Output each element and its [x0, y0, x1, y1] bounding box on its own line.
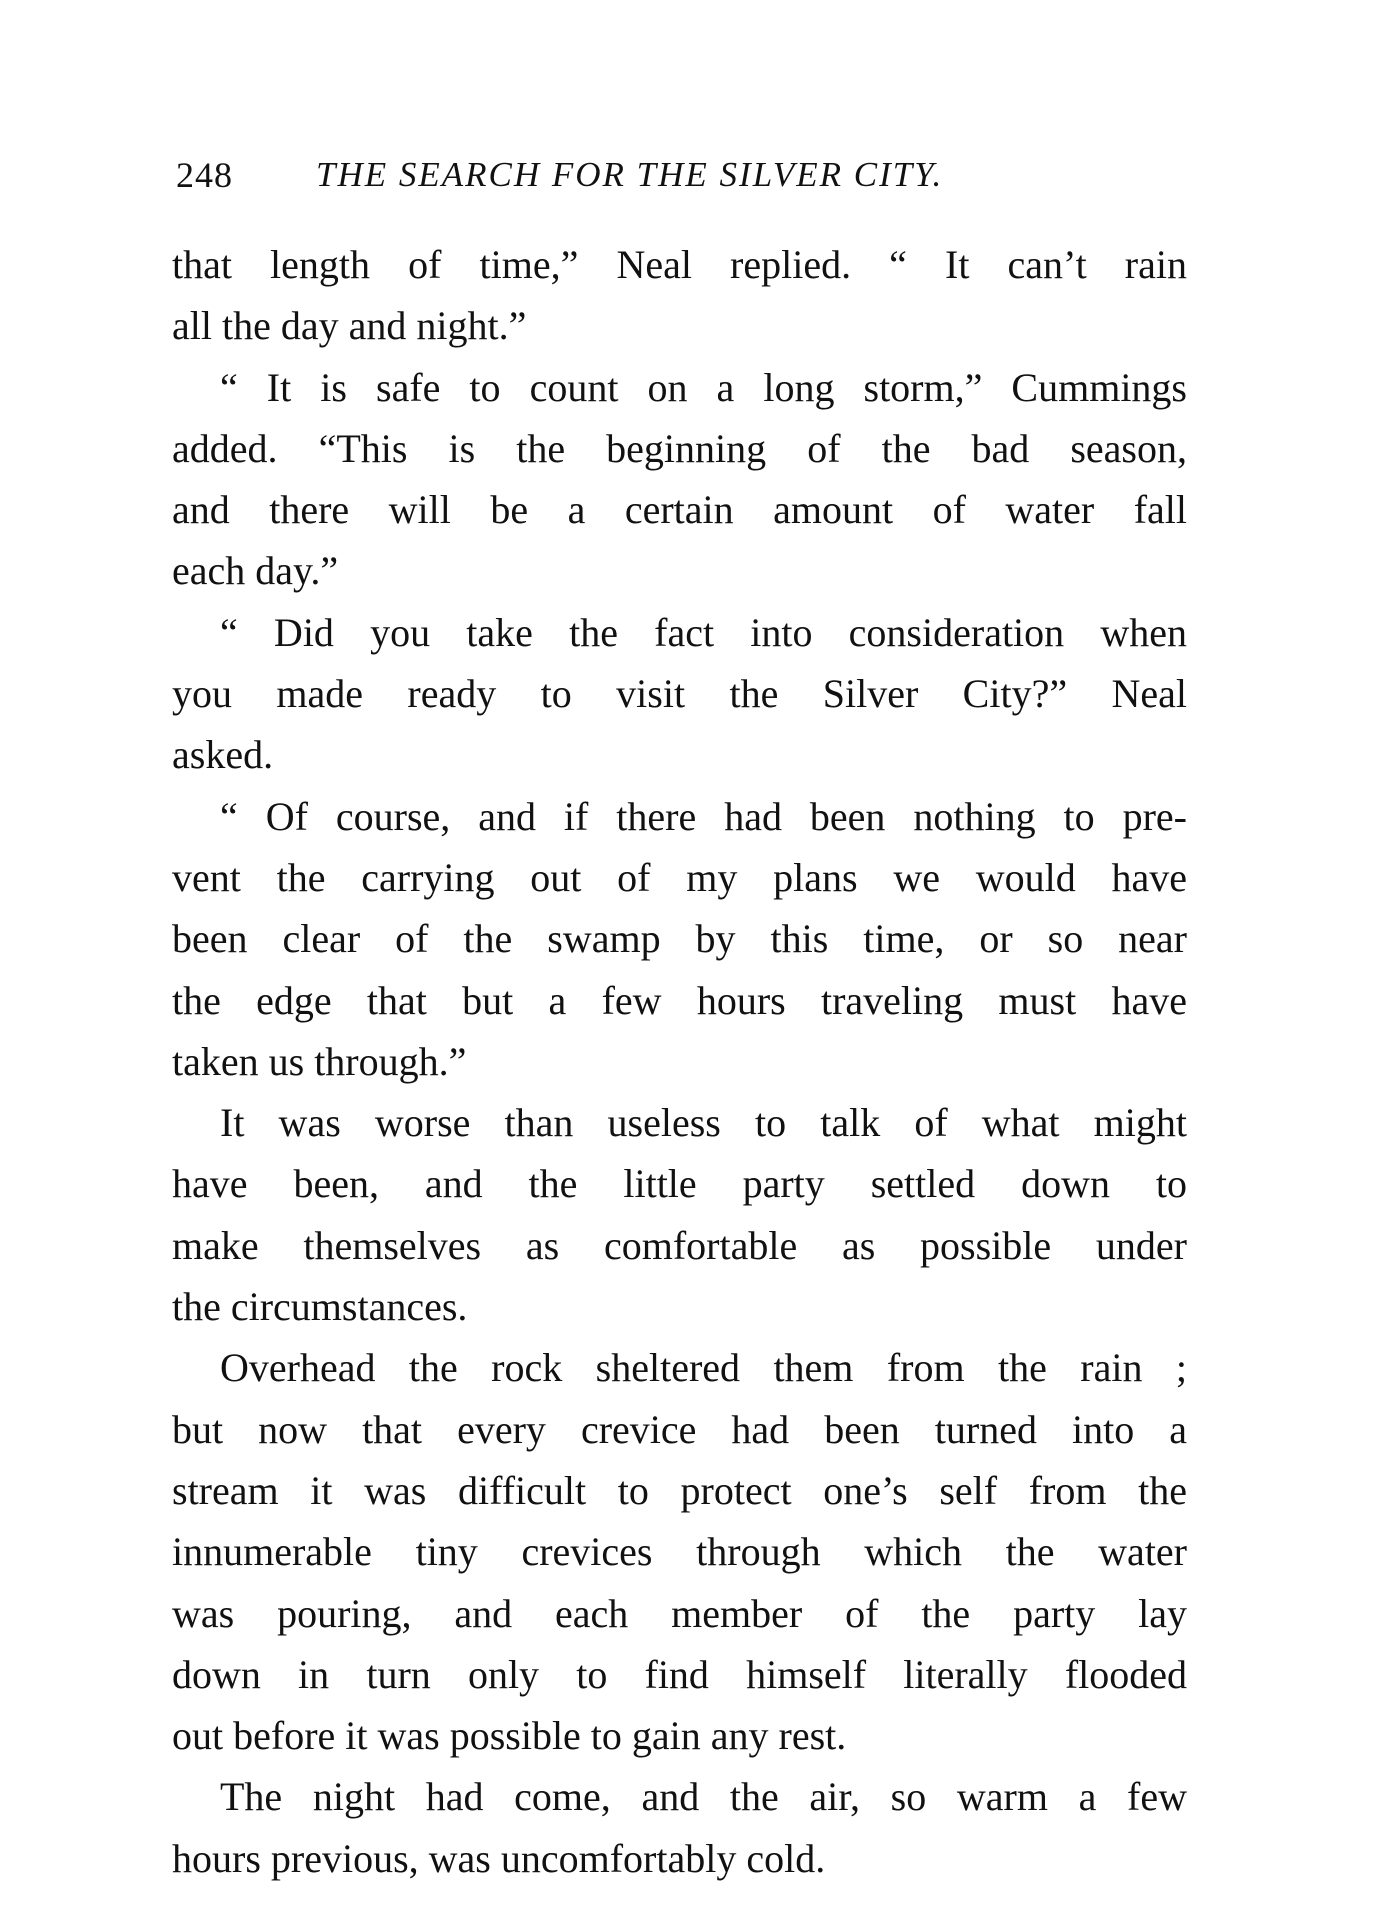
text-line: hours previous, was uncomfortably cold.	[172, 1835, 826, 1881]
text-line: have been, and the little party settled down to	[172, 1161, 1187, 1207]
text-line: the circumstances.	[172, 1284, 468, 1330]
text-line: down in turn only to find himself literally flooded	[172, 1651, 1187, 1697]
text-line: make themselves as comfortable as possible under	[172, 1222, 1187, 1268]
text-line: Overhead the rock sheltered them from the rain ;	[220, 1345, 1187, 1391]
page-number: 248	[176, 155, 233, 195]
text-line: stream it was difficult to protect one’s self from the	[172, 1467, 1187, 1513]
text-line: all the day and night.”	[172, 303, 527, 349]
text-line: “ Did you take the fact into consideration when	[220, 609, 1187, 655]
text-line: It was worse than useless to talk of what might	[220, 1100, 1187, 1146]
text-line: “ Of course, and if there had been nothing to pre-	[220, 793, 1187, 839]
text-line: but now that every crevice had been turned into a	[172, 1406, 1187, 1452]
text-line: the edge that but a few hours traveling must have	[172, 977, 1187, 1023]
text-line: “ It is safe to count on a long storm,” Cummings	[220, 364, 1187, 410]
text-line: out before it was possible to gain any rest.	[172, 1713, 847, 1759]
text-line: innumerable tiny crevices through which the water	[172, 1529, 1187, 1575]
text-line: you made ready to visit the Silver City?” Neal	[172, 671, 1187, 717]
text-line: each day.”	[172, 548, 339, 594]
text-line: vent the carrying out of my plans we would have	[172, 854, 1187, 900]
text-line: added. “This is the beginning of the bad season,	[172, 425, 1187, 471]
text-line: The night had come, and the air, so warm a few	[220, 1774, 1187, 1820]
text-line: asked.	[172, 732, 274, 778]
text-line: and there will be a certain amount of water fall	[172, 487, 1187, 533]
text-line: been clear of the swamp by this time, or so near	[172, 916, 1187, 962]
body-text	[172, 234, 1187, 1889]
text-line: was pouring, and each member of the party lay	[172, 1590, 1187, 1636]
text-line: that length of time,” Neal replied. “ It can’t rain	[172, 242, 1187, 287]
running-title: THE SEARCH FOR THE SILVER CITY.	[316, 155, 944, 194]
running-head	[176, 145, 1216, 205]
text-line: taken us through.”	[172, 1038, 467, 1084]
